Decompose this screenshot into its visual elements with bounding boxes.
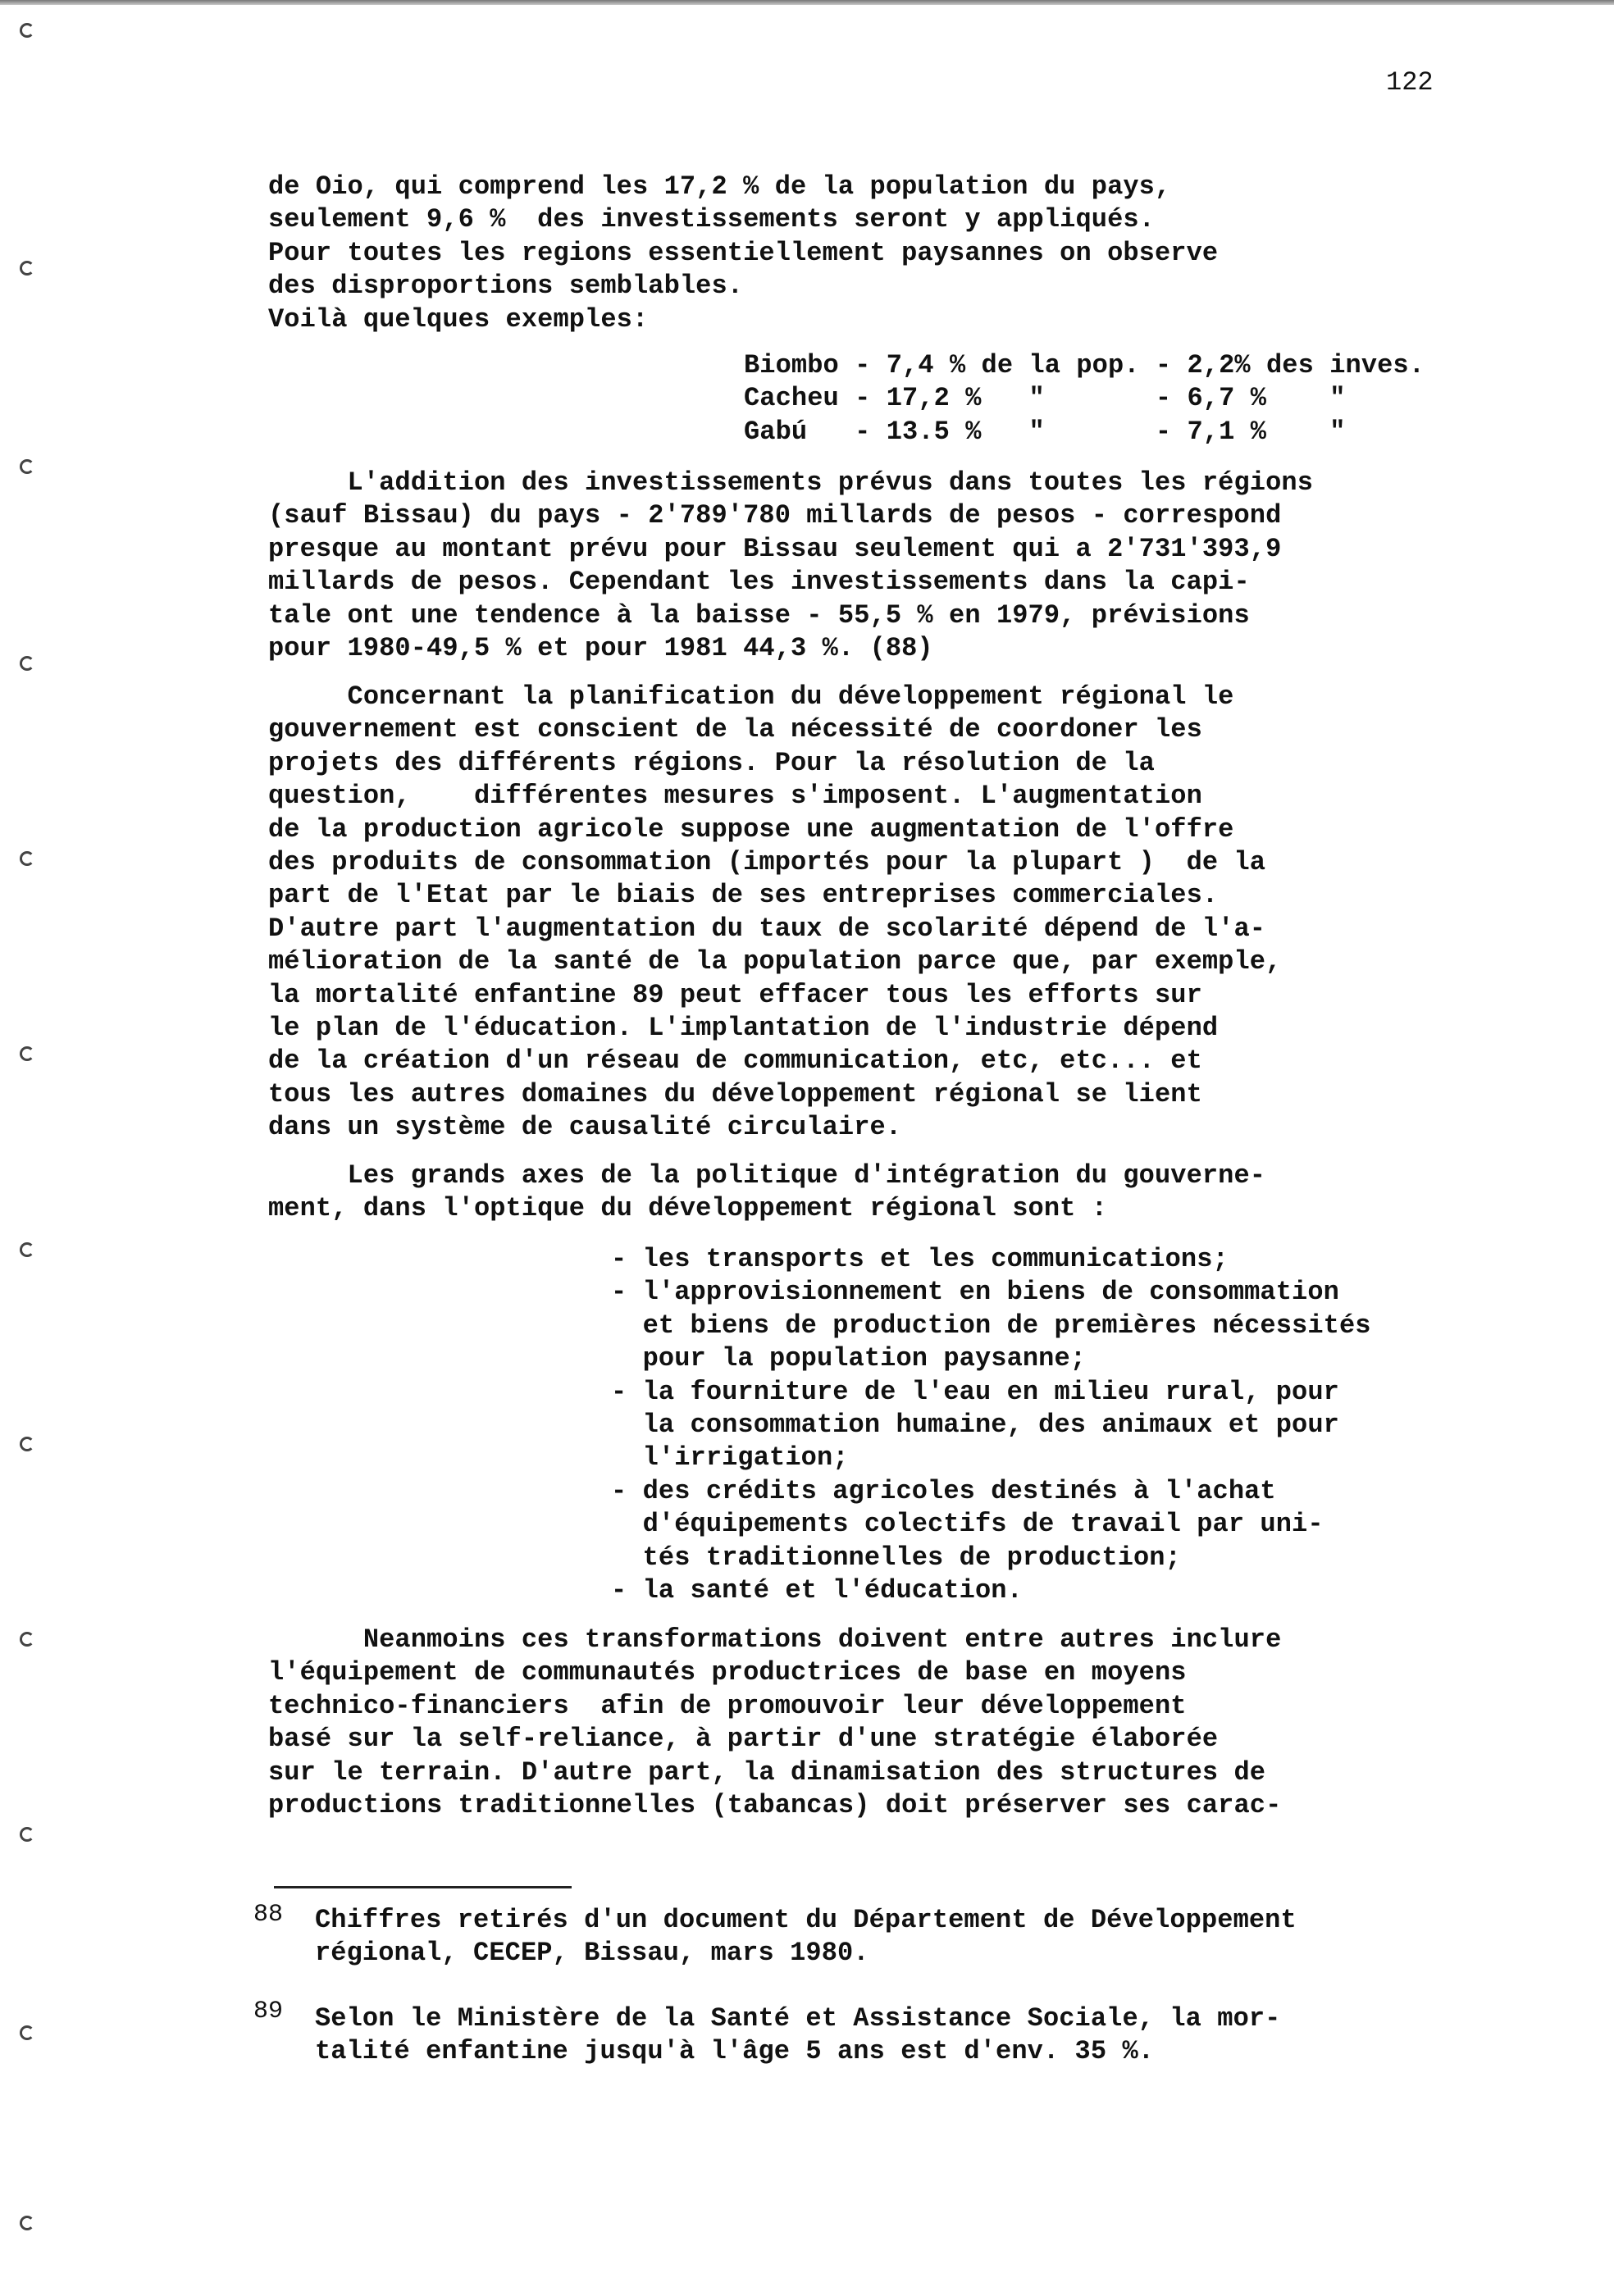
text-line: ment, dans l'optique du développement régional sont : [268,1193,1108,1224]
text-line: Selon le Ministère de la Santé et Assistance Sociale, la mor- [315,2003,1281,2034]
paragraph-4 [268,1159,1265,1226]
punch-hole [20,1242,34,1257]
paragraph-3 [268,681,1281,1145]
text-line: dans un système de causalité circulaire. [268,1112,902,1143]
text-line: Biombo - 7,4 % de la pop. - 2,2% des inves. [744,350,1425,380]
footnote-separator [274,1886,572,1888]
text-line: sur le terrain. D'autre part, la dinamisation des structures de [268,1756,1266,1788]
text-line: de la production agricole suppose une augmentation de l'offre [268,813,1234,845]
text-line: - les transports et les communications; [611,1244,1229,1274]
page-number: 122 [1386,67,1434,98]
punch-hole [20,23,34,38]
text-line: technico-financiers afin de promouvoir leur développement [268,1690,1187,1721]
punch-hole [20,656,34,671]
text-line: Voilà quelques exemples: [268,303,649,335]
text-line: gouvernement est conscient de la nécessité de coordoner les [268,714,1202,745]
punch-hole [20,459,34,474]
punch-hole [20,261,34,276]
text-line: l'irrigation; [611,1442,849,1474]
text-line: tale ont une tendence à la baisse - 55,5 % en 1979, prévisions [268,599,1250,631]
text-line: seulement 9,6 % des investissements seront y appliqués. [268,204,1155,235]
text-line: et biens de production de premières nécessités [611,1310,1371,1341]
text-line: de Oio, qui comprend les 17,2 % de la population du pays, [268,171,1171,202]
text-line: millards de pesos. Cependant les investissements dans la capi- [268,567,1250,598]
text-line: - la fourniture de l'eau en milieu rural, pour [611,1376,1339,1407]
text-line: le plan de l'éducation. L'implantation de l'industrie dépend [268,1013,1219,1044]
text-line: la consommation humaine, des animaux et pour [611,1410,1339,1441]
text-line: régional, CECEP, Bissau, mars 1980. [315,1938,869,1969]
text-line: part de l'Etat par le biais de ses entreprises commerciales. [268,880,1219,911]
text-line: la mortalité enfantine 89 peut effacer tous les efforts sur [268,979,1202,1010]
text-line: projets des différents régions. Pour la résolution de la [268,747,1155,778]
text-line: l'équipement de communautés productrices de base en moyens [268,1657,1187,1688]
footnote-text [315,1904,1297,1970]
text-line: mélioration de la santé de la population parce que, par exemple, [268,946,1282,977]
footnote-number: 89 [253,1998,284,2025]
text-line: D'autre part l'augmentation du taux de scolarité dépend de l'a- [268,913,1266,944]
text-line: Neanmoins ces transformations doivent entre autres inclure [268,1624,1282,1655]
text-line: pour la population paysanne; [611,1343,1087,1374]
punch-hole [20,851,34,866]
text-line: presque au montant prévu pour Bissau seulement qui a 2'731'393,9 [268,533,1282,564]
text-line: Gabú - 13.5 % " - 7,1 % " [744,416,1346,447]
text-line: L'addition des investissements prévus dans toutes les régions [268,467,1314,498]
text-line: Concernant la planification du développement régional le [268,681,1234,712]
text-line: Pour toutes les regions essentiellement paysannes on observe [268,237,1219,268]
paragraph-1 [268,171,1218,336]
text-line: Les grands axes de la politique d'intégration du gouverne- [268,1160,1266,1191]
paragraph-5 [268,1624,1281,1822]
text-line: tous les autres domaines du développement régional se lient [268,1078,1202,1109]
text-line: Chiffres retirés d'un document du Département de Développement [315,1905,1297,1935]
axes-list [611,1243,1371,1607]
text-line: d'équipements colectifs de travail par uni- [611,1509,1324,1540]
text-line: pour 1980-49,5 % et pour 1981 44,3 %. (88) [268,633,933,664]
text-line: - l'approvisionnement en biens de consommation [611,1277,1339,1308]
text-line: - des crédits agricoles destinés à l'achat [611,1475,1276,1506]
text-line: productions traditionnelles (tabancas) doit préserver ses carac- [268,1790,1282,1821]
scan-top-edge [0,0,1614,5]
text-line: question, différentes mesures s'imposent. L'augmentation [268,781,1202,812]
text-line: des produits de consommation (importés pour la plupart ) de la [268,847,1266,878]
punch-hole [20,1046,34,1061]
text-line: talité enfantine jusqu'à l'âge 5 ans est d'env. 35 %. [315,2036,1155,2067]
punch-hole [20,1827,34,1842]
text-line: des disproportions semblables. [268,271,744,302]
text-line: basé sur la self-reliance, à partir d'une stratégie élaborée [268,1724,1219,1755]
text-line: - la santé et l'éducation. [611,1575,1023,1606]
paragraph-2 [268,467,1313,665]
text-line: tés traditionnelles de production; [611,1542,1181,1573]
punch-hole [20,2216,34,2230]
examples-table [744,349,1425,449]
footnote-text [315,2002,1281,2069]
text-line: Cacheu - 17,2 % " - 6,7 % " [744,383,1346,414]
punch-hole [20,1437,34,1451]
text-line: de la création d'un réseau de communication, etc, etc... et [268,1046,1202,1077]
text-line: (sauf Bissau) du pays - 2'789'780 millards de pesos - correspond [268,500,1282,531]
footnote-number: 88 [253,1901,284,1929]
punch-hole [20,2025,34,2040]
punch-hole [20,1632,34,1647]
